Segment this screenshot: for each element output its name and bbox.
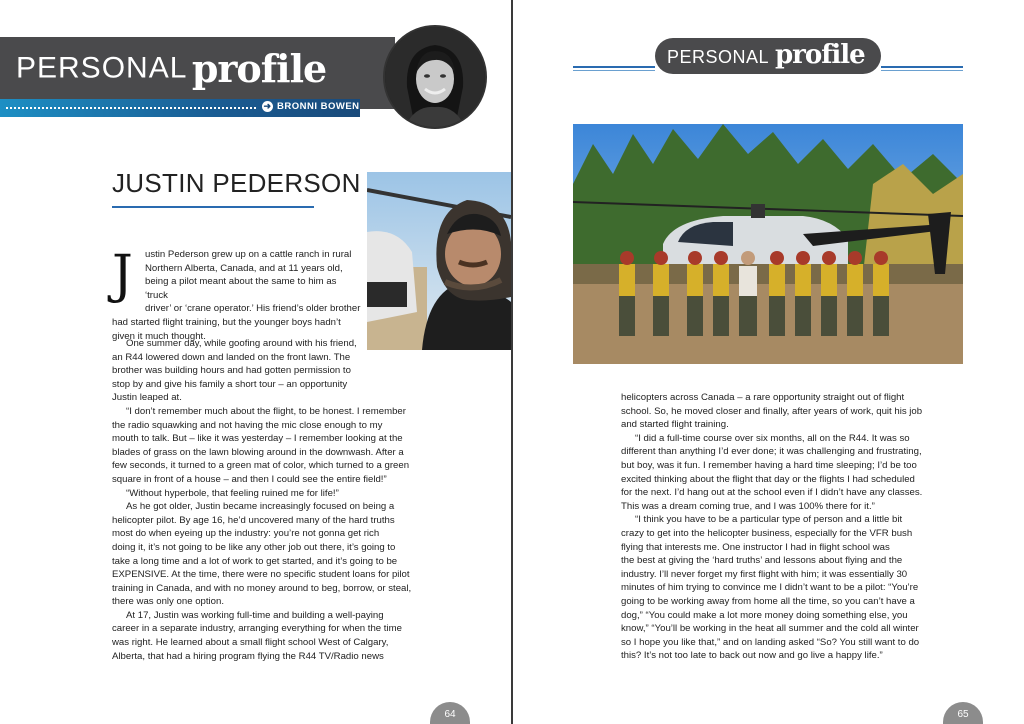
text-line: this? It’s not too late to back out now and go live a happy life.”: [621, 650, 883, 662]
text-line: “I think you have to be a particular type of person and a little bit: [635, 514, 903, 526]
text-line: there was only one option.: [112, 596, 225, 608]
text-line: different than anything I’d ever done; it was challenging and frustrating,: [621, 446, 922, 458]
header-rule-right: [881, 66, 963, 68]
text-line: crazy to get into the helicopter business, especially for the VFR bush: [621, 527, 913, 539]
article-headline: JUSTIN PEDERSON: [112, 168, 361, 198]
article-body-left: [112, 337, 412, 663]
text-line: helicopters across Canada – a rare opportunity straight out of flight: [621, 392, 905, 403]
text-line: EXPENSIVE. At the time, there were no specific student loans for pilot: [112, 569, 410, 581]
section-title-light: PERSONAL: [16, 51, 188, 85]
section-title-pill: [655, 38, 881, 74]
drop-cap: J: [112, 245, 133, 305]
pilot-selfie-photo: [367, 172, 511, 350]
section-title-light: PERSONAL: [667, 47, 770, 67]
text-line: ustin Pederson grew up on a cattle ranch in rural: [145, 249, 352, 260]
headline-underline: [112, 206, 314, 208]
header-rule-left-thin: [573, 70, 655, 71]
text-line: had started flight training, but the younger boys hadn’t: [112, 316, 341, 328]
text-line: Northern Alberta, Canada, and at 11 years old,: [145, 262, 343, 274]
text-line: dog,” “You could make a lot more money doing something else, you: [621, 609, 908, 621]
right-page: [513, 0, 1024, 724]
header-rule-left: [573, 66, 655, 68]
text-line: take a long time and a lot of work to get started, and it’s going to be: [112, 555, 398, 567]
author-byline: [262, 101, 360, 112]
page-number: 65: [943, 702, 983, 724]
text-line: As he got older, Justin became increasingly focused on being a: [126, 501, 395, 513]
text-line: but boy, was it fun. I remember having a hard time sleeping; I’d be too: [621, 459, 917, 471]
author-name: BRONNI BOWEN: [277, 101, 360, 113]
text-line: brother was building hours and had gotten permission to: [112, 365, 351, 377]
text-line: was right. He learned about a small flight school West of Calgary,: [112, 637, 389, 649]
text-line: At 17, Justin was working full-time and building a well-paying: [126, 609, 384, 621]
crew-helicopter-photo: [573, 124, 963, 364]
article-column-left: [112, 245, 362, 346]
text-line: being a pilot meant about the same to him as ‘truck: [145, 276, 337, 301]
text-line: blades of grass on the lawn blowing around in the downwash. After a: [112, 446, 404, 458]
text-line: few seconds, it turned to a green mat of color, which turned to a green: [112, 460, 410, 472]
left-page: [0, 0, 511, 724]
section-title: [16, 46, 326, 91]
text-line: stop by and give his family a short tour – an opportunity: [112, 378, 348, 390]
header-rule-right-thin: [881, 70, 963, 71]
text-line: This was a dream coming true, and I was 100% there for it.”: [621, 500, 875, 512]
text-line: know,” “You’ll be working in the heat all summer and the cold all winter: [621, 623, 919, 635]
text-line: going to be working away from home all the time, so you can’t have a: [621, 595, 915, 607]
text-line: “I did a full-time course over six months, all on the R44. It was so: [635, 432, 910, 444]
text-line: One summer day, while goofing around with his friend,: [126, 338, 357, 349]
text-line: “I don’t remember much about the flight, to be honest. I remember: [126, 405, 406, 417]
text-line: the radio squawking and not having the mic close enough to my: [112, 419, 383, 431]
author-avatar: [383, 25, 487, 129]
crew-helicopter-image: [573, 124, 963, 364]
text-line: “Without hyperbole, that feeling ruined me for life!”: [126, 487, 339, 499]
pilot-selfie-image: [367, 172, 511, 350]
arrow-right-icon: ➜: [263, 101, 272, 111]
text-line: training in Canada, and with no money around to beg, borrow, or steal,: [112, 582, 412, 594]
text-line: given it much thought.: [112, 330, 206, 342]
text-line: and started flight training.: [621, 419, 729, 431]
text-line: industry. I’ll never forget my first flight with him; it was essentially 30: [621, 568, 908, 580]
text-line: most do when eyeing up the industry: you’re not gonna get rich: [112, 528, 380, 540]
text-line: so I hope you like that,” and on landing asked “So? You still want to do: [621, 636, 920, 648]
header-dotted-line: [6, 107, 256, 109]
author-portrait-image: [385, 27, 485, 127]
text-line: doing it, it’s not going to be like any other job out there, it’s going to: [112, 541, 396, 553]
text-line: excited thinking about the flight that day or the flights I had scheduled: [621, 473, 915, 485]
text-line: square in front of a house – and then I could see the entire field!”: [112, 473, 387, 485]
section-title-bold: profile: [775, 40, 865, 70]
article-body-right: [621, 391, 981, 663]
text-line: an R44 lowered down and landed on the front lawn. The: [112, 351, 351, 363]
text-line: the best at giving the ‘hard truths’ and lessons about flying and the: [621, 555, 903, 567]
text-line: flying that interests me. One instructor I had in flight school was: [621, 541, 890, 553]
text-line: helicopter pilot. By age 16, he’d uncovered many of the hard truths: [112, 514, 395, 526]
page-number: 64: [430, 702, 470, 724]
text-line: for the next. I’d hang out at the school even if I didn’t have any classes.: [621, 487, 923, 499]
text-line: school. So, he moved closer and finally, after years of work, quit his job: [621, 405, 923, 417]
opening-paragraph: [112, 245, 362, 316]
text-line: Alberta, that had a hiring program flying the R44 TV/Radio news: [112, 650, 384, 662]
text-line: driver’ or ‘crane operator.’ His friend’s older brother: [145, 303, 361, 315]
text-line: career in a separate industry, arranging everything for when the time: [112, 623, 402, 635]
section-title-bold: profile: [191, 46, 327, 91]
text-line: minutes of him trying to convince me I didn’t want to be a pilot: “You’re: [621, 582, 919, 594]
text-line: mouth to talk. But – like it was yesterday – I remember looking at the: [112, 433, 403, 445]
text-line: Justin leaped at.: [112, 392, 182, 404]
